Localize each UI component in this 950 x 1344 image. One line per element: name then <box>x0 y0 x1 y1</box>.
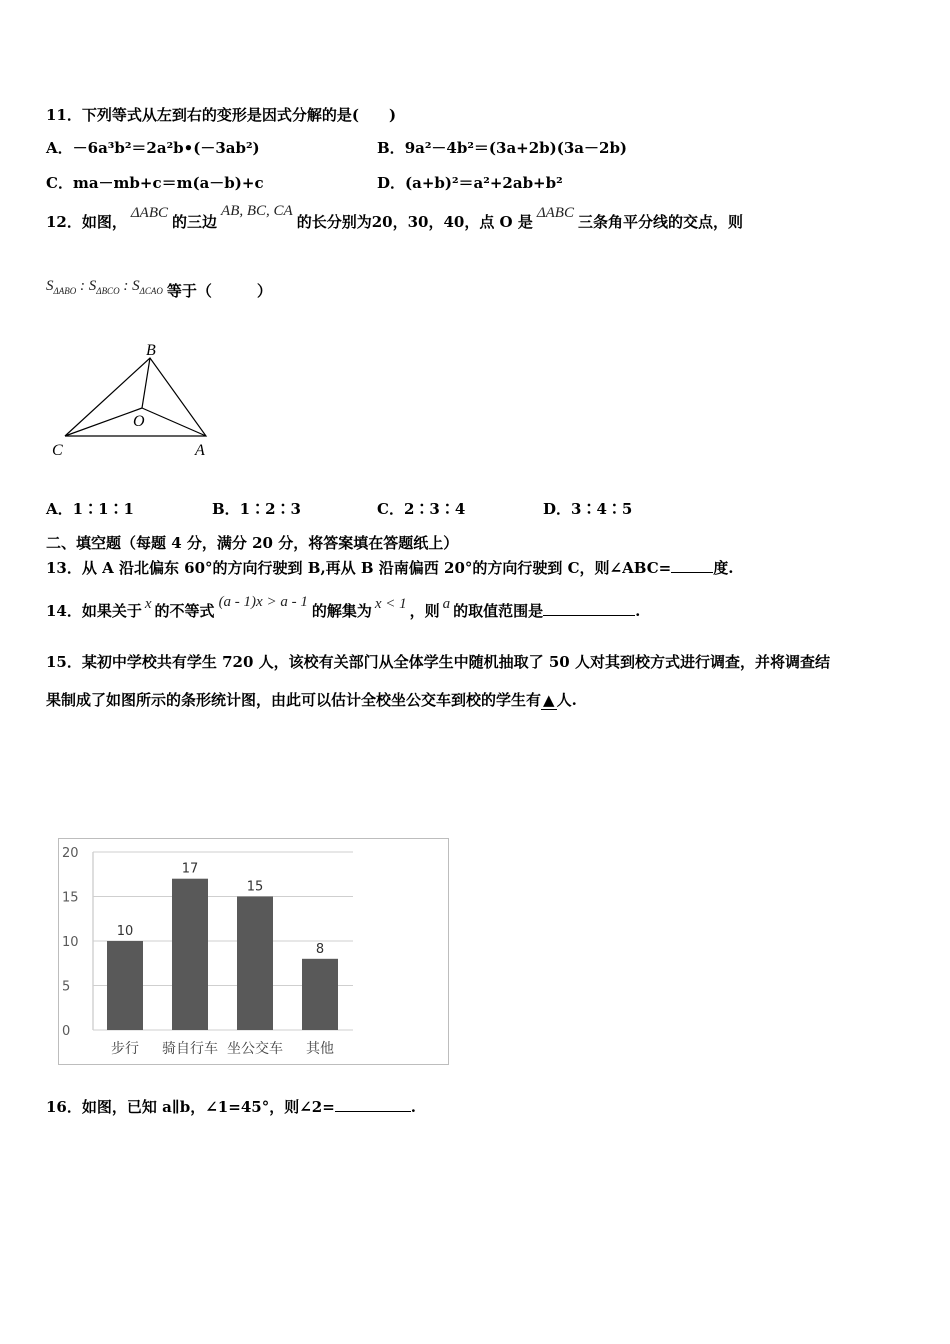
label-b: B <box>146 342 156 359</box>
q12-option-b[interactable]: B．1∶2∶3 <box>212 500 301 518</box>
q12-sub-2: ΔBCO <box>96 286 120 296</box>
segment-bo <box>142 358 150 408</box>
q12-text-2: 的长分别为20，30，40，点 O 是 <box>296 213 533 231</box>
bar <box>302 959 338 1030</box>
x-category-label: 步行 <box>111 1041 139 1057</box>
q11-stem: 11．下列等式从左到右的变形是因式分解的是( ) <box>46 106 397 124</box>
triangle-figure <box>40 336 220 466</box>
q12-colon-1: : <box>80 278 86 294</box>
bar <box>107 941 143 1030</box>
q12-s-2: S <box>88 278 97 294</box>
q11-option-a-text: －6a³b²＝2a²b•(－3ab²) <box>72 139 260 157</box>
q12-sides: AB, BC, CA <box>221 203 293 219</box>
q11-option-d-label: D． <box>377 174 406 192</box>
q16-answer-blank[interactable] <box>335 1111 411 1112</box>
q14-var-x: x <box>144 596 152 612</box>
q14-text-5: 的取值范围是 <box>453 602 544 620</box>
label-a: A <box>195 442 205 459</box>
q15-line-2 <box>46 689 577 710</box>
q12-text-3: 三条角平分线的交点，则 <box>577 213 743 231</box>
q12-number: 12．如图， <box>46 213 127 231</box>
q13-end: 度. <box>713 559 734 577</box>
y-tick-label: 15 <box>62 890 79 906</box>
x-category-label: 坐公交车 <box>227 1041 283 1057</box>
bar <box>172 879 208 1030</box>
q14-end: . <box>635 602 641 620</box>
q14-text-4: ，则 <box>409 602 440 620</box>
y-tick-label: 20 <box>62 846 79 861</box>
q13-text: 13．从 A 沿北偏东 60°的方向行驶到 B,再从 B 沿南偏西 20°的方向行驶到 C，则∠ABC= <box>46 559 672 577</box>
q12-option-d[interactable]: D．3∶4∶5 <box>543 500 633 518</box>
q14-solution: x < 1 <box>374 596 407 612</box>
segment-co <box>65 408 142 436</box>
q11-option-d-text: (a+b)²＝a²+2ab+b² <box>405 174 563 192</box>
bar-chart <box>58 838 450 1066</box>
q12-stem <box>46 204 743 241</box>
q11-option-d[interactable] <box>377 172 563 193</box>
y-tick-label: 5 <box>62 979 71 995</box>
q16-text: 16．如图，已知 a∥b，∠1=45°，则∠2= <box>46 1098 335 1116</box>
bar-data-label: 10 <box>116 924 134 939</box>
bar-data-label: 17 <box>181 861 199 877</box>
q11-option-a-label: A． <box>46 139 73 157</box>
q14-answer-blank[interactable] <box>543 615 635 616</box>
q12-s-3: S <box>132 278 140 294</box>
label-c: C <box>52 442 63 459</box>
q12-triangle-2: ΔABC <box>536 205 574 221</box>
q15-line-1: 15．某初中学校共有学生 720 人，该校有关部门从全体学生中随机抽取了 50 人对其到校方式进行调查，并将调查结 <box>46 653 830 671</box>
y-tick-label: 10 <box>62 935 79 950</box>
q15-text: 果制成了如图所示的条形统计图，由此可以估计全校坐公交车到校的学生有 <box>46 691 542 709</box>
q12-colon-2: : <box>123 278 129 294</box>
bar-data-label: 8 <box>315 941 325 957</box>
y-tick-label: 0 <box>62 1024 71 1039</box>
q12-ratio-line <box>46 280 272 302</box>
q14-inequality: (a - 1)x > a - 1 <box>218 594 308 610</box>
q11-option-c-label: C． <box>46 174 73 192</box>
q14-text-2: 的不等式 <box>154 602 215 620</box>
q11-option-c-text: ma－mb+c＝m(a－b)+c <box>72 174 264 192</box>
label-o: O <box>133 413 145 430</box>
q16-end: . <box>410 1098 416 1116</box>
q12-sub-3: ΔCAO <box>139 286 163 296</box>
q12-triangle-1: ΔABC <box>130 205 169 221</box>
q11-option-b-label: B． <box>377 139 405 157</box>
q12-option-c[interactable]: C．2∶3∶4 <box>377 500 466 518</box>
q12-sub-1: ΔABO <box>53 286 77 296</box>
q15-answer-mark[interactable]: ▲ <box>543 691 555 709</box>
bar-data-label: 15 <box>246 879 264 895</box>
q14-text-1: 14．如果关于 <box>46 602 142 620</box>
section-heading: 二、填空题（每题 4 分，满分 20 分，将答案填在答题纸上） <box>46 534 459 552</box>
q12-text-1: 的三边 <box>172 213 218 231</box>
q12-option-a[interactable]: A．1∶1∶1 <box>46 500 134 518</box>
q14-var-a: a <box>442 596 451 612</box>
x-category-label: 其他 <box>306 1041 334 1057</box>
q11-option-b-text: 9a²－4b²＝(3a+2b)(3a－2b) <box>404 139 628 157</box>
q15-end: 人. <box>556 691 577 709</box>
q12-ratio <box>46 278 163 294</box>
q16-line <box>46 1096 416 1117</box>
q11-option-b[interactable] <box>377 137 627 158</box>
q11-option-a[interactable] <box>46 137 260 158</box>
q14-text-3: 的解集为 <box>311 602 372 620</box>
q13-answer-blank[interactable] <box>671 572 713 573</box>
x-category-label: 骑自行车 <box>162 1041 218 1057</box>
q11-option-c[interactable] <box>46 172 264 193</box>
q14-line <box>46 596 640 627</box>
q12-text-4: 等于（ ） <box>166 282 272 300</box>
q12-s-1: S <box>46 278 54 294</box>
bar <box>237 897 273 1031</box>
q13-line <box>46 557 733 578</box>
